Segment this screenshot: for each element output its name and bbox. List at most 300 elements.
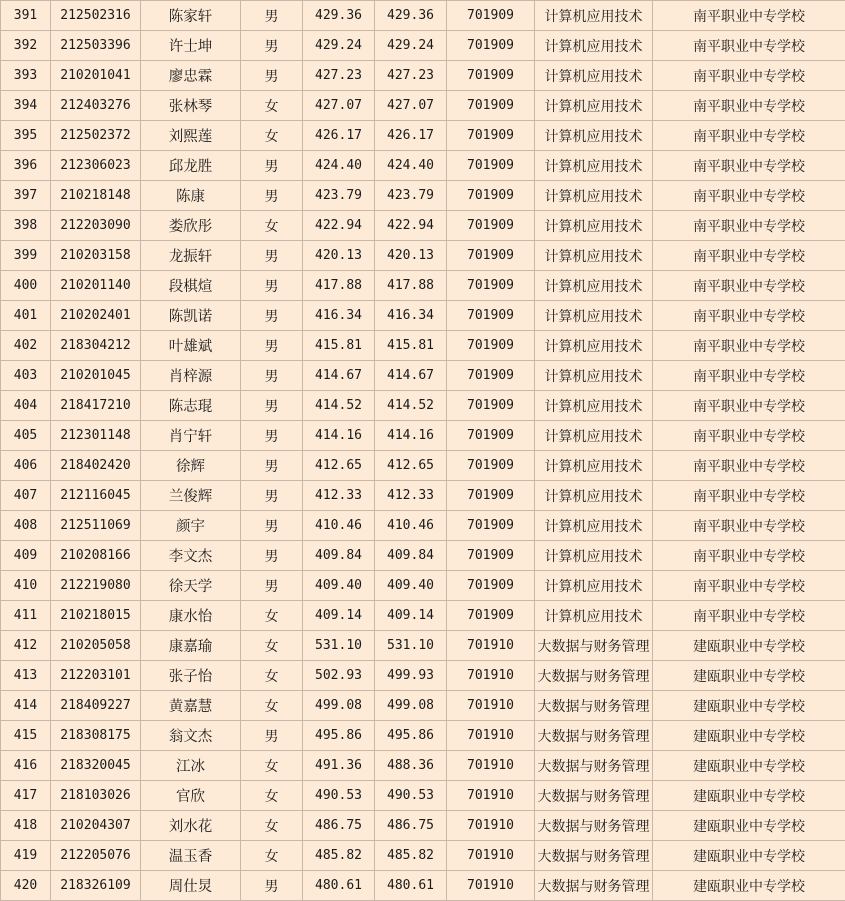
table-row — [1, 1, 845, 31]
gender-cell: 男 — [241, 31, 303, 61]
program-name-cell: 大数据与财务管理 — [535, 871, 653, 901]
gender-cell: 男 — [241, 361, 303, 391]
school-name-cell: 南平职业中专学校 — [653, 541, 845, 571]
total-score-cell: 414.16 — [303, 421, 375, 451]
adjusted-score-cell: 488.36 — [375, 751, 447, 781]
table-row — [1, 451, 845, 481]
program-name-cell: 计算机应用技术 — [535, 121, 653, 151]
total-score-cell: 499.08 — [303, 691, 375, 721]
gender-cell: 女 — [241, 811, 303, 841]
row-index-cell: 410 — [1, 571, 51, 601]
gender-cell: 男 — [241, 301, 303, 331]
student-name-cell: 黄嘉慧 — [141, 691, 241, 721]
total-score-cell: 491.36 — [303, 751, 375, 781]
table-row — [1, 511, 845, 541]
gender-cell: 男 — [241, 271, 303, 301]
row-index-cell: 408 — [1, 511, 51, 541]
program-code-cell: 701909 — [447, 301, 535, 331]
student-name-cell: 周仕炅 — [141, 871, 241, 901]
adjusted-score-cell: 410.46 — [375, 511, 447, 541]
total-score-cell: 415.81 — [303, 331, 375, 361]
exam-id-cell: 218417210 — [51, 391, 141, 421]
school-name-cell: 南平职业中专学校 — [653, 391, 845, 421]
program-name-cell: 大数据与财务管理 — [535, 841, 653, 871]
row-index-cell: 411 — [1, 601, 51, 631]
program-name-cell: 计算机应用技术 — [535, 31, 653, 61]
program-code-cell: 701909 — [447, 571, 535, 601]
exam-id-cell: 210218148 — [51, 181, 141, 211]
total-score-cell: 424.40 — [303, 151, 375, 181]
student-name-cell: 刘熙莲 — [141, 121, 241, 151]
school-name-cell: 南平职业中专学校 — [653, 511, 845, 541]
program-name-cell: 计算机应用技术 — [535, 1, 653, 31]
gender-cell: 男 — [241, 421, 303, 451]
school-name-cell: 南平职业中专学校 — [653, 151, 845, 181]
program-name-cell: 计算机应用技术 — [535, 541, 653, 571]
row-index-cell: 417 — [1, 781, 51, 811]
table-row — [1, 271, 845, 301]
school-name-cell: 建瓯职业中专学校 — [653, 811, 845, 841]
gender-cell: 男 — [241, 151, 303, 181]
program-name-cell: 计算机应用技术 — [535, 481, 653, 511]
total-score-cell: 485.82 — [303, 841, 375, 871]
exam-id-cell: 212219080 — [51, 571, 141, 601]
total-score-cell: 426.17 — [303, 121, 375, 151]
school-name-cell: 南平职业中专学校 — [653, 421, 845, 451]
student-name-cell: 康嘉瑜 — [141, 631, 241, 661]
school-name-cell: 建瓯职业中专学校 — [653, 871, 845, 901]
table-row — [1, 241, 845, 271]
school-name-cell: 南平职业中专学校 — [653, 571, 845, 601]
table-row — [1, 31, 845, 61]
school-name-cell: 南平职业中专学校 — [653, 601, 845, 631]
exam-id-cell: 212306023 — [51, 151, 141, 181]
program-code-cell: 701910 — [447, 781, 535, 811]
exam-id-cell: 210203158 — [51, 241, 141, 271]
exam-id-cell: 210204307 — [51, 811, 141, 841]
total-score-cell: 531.10 — [303, 631, 375, 661]
table-row — [1, 661, 845, 691]
student-name-cell: 张子怡 — [141, 661, 241, 691]
adjusted-score-cell: 429.24 — [375, 31, 447, 61]
student-name-cell: 徐天学 — [141, 571, 241, 601]
gender-cell: 男 — [241, 541, 303, 571]
program-code-cell: 701910 — [447, 721, 535, 751]
school-name-cell: 建瓯职业中专学校 — [653, 691, 845, 721]
table-row — [1, 121, 845, 151]
program-name-cell: 计算机应用技术 — [535, 601, 653, 631]
student-name-cell: 康水怡 — [141, 601, 241, 631]
exam-id-cell: 210201041 — [51, 61, 141, 91]
student-name-cell: 徐辉 — [141, 451, 241, 481]
program-code-cell: 701909 — [447, 511, 535, 541]
gender-cell: 男 — [241, 511, 303, 541]
program-name-cell: 计算机应用技术 — [535, 271, 653, 301]
program-name-cell: 大数据与财务管理 — [535, 721, 653, 751]
adjusted-score-cell: 486.75 — [375, 811, 447, 841]
program-code-cell: 701909 — [447, 1, 535, 31]
school-name-cell: 南平职业中专学校 — [653, 1, 845, 31]
table-row — [1, 91, 845, 121]
program-code-cell: 701910 — [447, 751, 535, 781]
program-name-cell: 大数据与财务管理 — [535, 661, 653, 691]
row-index-cell: 414 — [1, 691, 51, 721]
student-name-cell: 陈志琨 — [141, 391, 241, 421]
total-score-cell: 495.86 — [303, 721, 375, 751]
adjusted-score-cell: 412.65 — [375, 451, 447, 481]
program-code-cell: 701910 — [447, 661, 535, 691]
adjusted-score-cell: 414.16 — [375, 421, 447, 451]
program-code-cell: 701909 — [447, 31, 535, 61]
exam-id-cell: 212301148 — [51, 421, 141, 451]
table-row — [1, 151, 845, 181]
student-name-cell: 陈家轩 — [141, 1, 241, 31]
row-index-cell: 404 — [1, 391, 51, 421]
school-name-cell: 南平职业中专学校 — [653, 241, 845, 271]
exam-id-cell: 210208166 — [51, 541, 141, 571]
program-code-cell: 701909 — [447, 601, 535, 631]
school-name-cell: 南平职业中专学校 — [653, 301, 845, 331]
total-score-cell: 409.40 — [303, 571, 375, 601]
school-name-cell: 南平职业中专学校 — [653, 91, 845, 121]
row-index-cell: 412 — [1, 631, 51, 661]
school-name-cell: 南平职业中专学校 — [653, 451, 845, 481]
gender-cell: 男 — [241, 721, 303, 751]
exam-id-cell: 218326109 — [51, 871, 141, 901]
table-row — [1, 871, 845, 901]
school-name-cell: 南平职业中专学校 — [653, 481, 845, 511]
program-name-cell: 计算机应用技术 — [535, 511, 653, 541]
gender-cell: 男 — [241, 391, 303, 421]
adjusted-score-cell: 409.40 — [375, 571, 447, 601]
total-score-cell: 486.75 — [303, 811, 375, 841]
table-row — [1, 721, 845, 751]
gender-cell: 男 — [241, 451, 303, 481]
program-code-cell: 701909 — [447, 481, 535, 511]
total-score-cell: 427.07 — [303, 91, 375, 121]
table-row — [1, 541, 845, 571]
student-name-cell: 廖忠霖 — [141, 61, 241, 91]
gender-cell: 女 — [241, 211, 303, 241]
gender-cell: 男 — [241, 1, 303, 31]
program-code-cell: 701909 — [447, 241, 535, 271]
row-index-cell: 420 — [1, 871, 51, 901]
program-name-cell: 计算机应用技术 — [535, 451, 653, 481]
total-score-cell: 422.94 — [303, 211, 375, 241]
program-name-cell: 大数据与财务管理 — [535, 781, 653, 811]
adjusted-score-cell: 499.08 — [375, 691, 447, 721]
row-index-cell: 418 — [1, 811, 51, 841]
program-name-cell: 计算机应用技术 — [535, 181, 653, 211]
exam-id-cell: 212403276 — [51, 91, 141, 121]
school-name-cell: 建瓯职业中专学校 — [653, 631, 845, 661]
adjusted-score-cell: 412.33 — [375, 481, 447, 511]
program-name-cell: 计算机应用技术 — [535, 151, 653, 181]
row-index-cell: 395 — [1, 121, 51, 151]
program-code-cell: 701909 — [447, 331, 535, 361]
adjusted-score-cell: 424.40 — [375, 151, 447, 181]
program-code-cell: 701910 — [447, 811, 535, 841]
gender-cell: 女 — [241, 631, 303, 661]
table-row — [1, 211, 845, 241]
gender-cell: 女 — [241, 691, 303, 721]
row-index-cell: 409 — [1, 541, 51, 571]
adjusted-score-cell: 480.61 — [375, 871, 447, 901]
row-index-cell: 407 — [1, 481, 51, 511]
exam-id-cell: 210205058 — [51, 631, 141, 661]
school-name-cell: 南平职业中专学校 — [653, 31, 845, 61]
total-score-cell: 409.14 — [303, 601, 375, 631]
gender-cell: 女 — [241, 751, 303, 781]
row-index-cell: 400 — [1, 271, 51, 301]
row-index-cell: 413 — [1, 661, 51, 691]
gender-cell: 女 — [241, 121, 303, 151]
adjusted-score-cell: 414.67 — [375, 361, 447, 391]
adjusted-score-cell: 429.36 — [375, 1, 447, 31]
program-name-cell: 大数据与财务管理 — [535, 631, 653, 661]
school-name-cell: 建瓯职业中专学校 — [653, 661, 845, 691]
total-score-cell: 429.36 — [303, 1, 375, 31]
table-row — [1, 571, 845, 601]
row-index-cell: 392 — [1, 31, 51, 61]
program-name-cell: 计算机应用技术 — [535, 331, 653, 361]
row-index-cell: 403 — [1, 361, 51, 391]
row-index-cell: 393 — [1, 61, 51, 91]
adjusted-score-cell: 414.52 — [375, 391, 447, 421]
school-name-cell: 南平职业中专学校 — [653, 181, 845, 211]
row-index-cell: 401 — [1, 301, 51, 331]
program-code-cell: 701910 — [447, 871, 535, 901]
adjusted-score-cell: 423.79 — [375, 181, 447, 211]
program-code-cell: 701909 — [447, 541, 535, 571]
table-row — [1, 181, 845, 211]
program-code-cell: 701909 — [447, 421, 535, 451]
table-row — [1, 331, 845, 361]
student-name-cell: 肖宁轩 — [141, 421, 241, 451]
exam-id-cell: 212116045 — [51, 481, 141, 511]
exam-id-cell: 210202401 — [51, 301, 141, 331]
school-name-cell: 南平职业中专学校 — [653, 271, 845, 301]
row-index-cell: 419 — [1, 841, 51, 871]
program-code-cell: 701909 — [447, 121, 535, 151]
program-code-cell: 701909 — [447, 91, 535, 121]
exam-id-cell: 212203101 — [51, 661, 141, 691]
student-name-cell: 官欣 — [141, 781, 241, 811]
row-index-cell: 406 — [1, 451, 51, 481]
table-row — [1, 481, 845, 511]
adjusted-score-cell: 420.13 — [375, 241, 447, 271]
gender-cell: 男 — [241, 571, 303, 601]
school-name-cell: 南平职业中专学校 — [653, 331, 845, 361]
exam-id-cell: 218409227 — [51, 691, 141, 721]
program-name-cell: 计算机应用技术 — [535, 61, 653, 91]
student-name-cell: 段棋煊 — [141, 271, 241, 301]
student-name-cell: 娄欣彤 — [141, 211, 241, 241]
program-code-cell: 701909 — [447, 211, 535, 241]
program-code-cell: 701910 — [447, 691, 535, 721]
program-code-cell: 701909 — [447, 61, 535, 91]
total-score-cell: 490.53 — [303, 781, 375, 811]
program-name-cell: 大数据与财务管理 — [535, 811, 653, 841]
program-code-cell: 701910 — [447, 841, 535, 871]
school-name-cell: 建瓯职业中专学校 — [653, 781, 845, 811]
adjusted-score-cell: 416.34 — [375, 301, 447, 331]
student-name-cell: 邱龙胜 — [141, 151, 241, 181]
table-row — [1, 301, 845, 331]
table-body — [1, 1, 845, 901]
total-score-cell: 429.24 — [303, 31, 375, 61]
exam-id-cell: 212511069 — [51, 511, 141, 541]
row-index-cell: 399 — [1, 241, 51, 271]
program-name-cell: 计算机应用技术 — [535, 571, 653, 601]
school-name-cell: 建瓯职业中专学校 — [653, 841, 845, 871]
program-code-cell: 701909 — [447, 181, 535, 211]
gender-cell: 男 — [241, 241, 303, 271]
adjusted-score-cell: 531.10 — [375, 631, 447, 661]
total-score-cell: 410.46 — [303, 511, 375, 541]
program-name-cell: 计算机应用技术 — [535, 361, 653, 391]
adjusted-score-cell: 490.53 — [375, 781, 447, 811]
student-name-cell: 肖梓源 — [141, 361, 241, 391]
row-index-cell: 391 — [1, 1, 51, 31]
table-row — [1, 841, 845, 871]
row-index-cell: 402 — [1, 331, 51, 361]
program-name-cell: 计算机应用技术 — [535, 301, 653, 331]
adjusted-score-cell: 415.81 — [375, 331, 447, 361]
exam-id-cell: 210218015 — [51, 601, 141, 631]
adjusted-score-cell: 417.88 — [375, 271, 447, 301]
student-name-cell: 张林琴 — [141, 91, 241, 121]
total-score-cell: 427.23 — [303, 61, 375, 91]
table-row — [1, 601, 845, 631]
adjusted-score-cell: 427.23 — [375, 61, 447, 91]
adjusted-score-cell: 495.86 — [375, 721, 447, 751]
gender-cell: 男 — [241, 481, 303, 511]
total-score-cell: 502.93 — [303, 661, 375, 691]
row-index-cell: 396 — [1, 151, 51, 181]
total-score-cell: 414.52 — [303, 391, 375, 421]
program-code-cell: 701909 — [447, 151, 535, 181]
table-row — [1, 781, 845, 811]
total-score-cell: 409.84 — [303, 541, 375, 571]
total-score-cell: 416.34 — [303, 301, 375, 331]
total-score-cell: 480.61 — [303, 871, 375, 901]
student-name-cell: 龙振轩 — [141, 241, 241, 271]
table-row — [1, 691, 845, 721]
row-index-cell: 398 — [1, 211, 51, 241]
table-row — [1, 811, 845, 841]
row-index-cell: 405 — [1, 421, 51, 451]
program-code-cell: 701909 — [447, 361, 535, 391]
program-code-cell: 701909 — [447, 271, 535, 301]
adjusted-score-cell: 485.82 — [375, 841, 447, 871]
school-name-cell: 建瓯职业中专学校 — [653, 751, 845, 781]
gender-cell: 女 — [241, 781, 303, 811]
table-row — [1, 61, 845, 91]
student-name-cell: 温玉香 — [141, 841, 241, 871]
gender-cell: 男 — [241, 61, 303, 91]
exam-id-cell: 212203090 — [51, 211, 141, 241]
student-name-cell: 叶雄斌 — [141, 331, 241, 361]
row-index-cell: 415 — [1, 721, 51, 751]
adjusted-score-cell: 409.14 — [375, 601, 447, 631]
exam-id-cell: 212205076 — [51, 841, 141, 871]
exam-id-cell: 218320045 — [51, 751, 141, 781]
total-score-cell: 414.67 — [303, 361, 375, 391]
program-name-cell: 计算机应用技术 — [535, 391, 653, 421]
gender-cell: 女 — [241, 841, 303, 871]
gender-cell: 女 — [241, 91, 303, 121]
school-name-cell: 南平职业中专学校 — [653, 61, 845, 91]
gender-cell: 女 — [241, 601, 303, 631]
gender-cell: 女 — [241, 661, 303, 691]
row-index-cell: 416 — [1, 751, 51, 781]
program-code-cell: 701910 — [447, 631, 535, 661]
adjusted-score-cell: 409.84 — [375, 541, 447, 571]
student-name-cell: 刘水花 — [141, 811, 241, 841]
school-name-cell: 南平职业中专学校 — [653, 361, 845, 391]
school-name-cell: 南平职业中专学校 — [653, 121, 845, 151]
exam-id-cell: 218402420 — [51, 451, 141, 481]
table-row — [1, 421, 845, 451]
student-name-cell: 兰俊辉 — [141, 481, 241, 511]
student-name-cell: 江冰 — [141, 751, 241, 781]
table-row — [1, 391, 845, 421]
student-name-cell: 颜宇 — [141, 511, 241, 541]
adjusted-score-cell: 499.93 — [375, 661, 447, 691]
school-name-cell: 南平职业中专学校 — [653, 211, 845, 241]
gender-cell: 男 — [241, 181, 303, 211]
row-index-cell: 397 — [1, 181, 51, 211]
total-score-cell: 417.88 — [303, 271, 375, 301]
total-score-cell: 412.33 — [303, 481, 375, 511]
adjusted-score-cell: 426.17 — [375, 121, 447, 151]
gender-cell: 男 — [241, 871, 303, 901]
adjusted-score-cell: 427.07 — [375, 91, 447, 121]
table-row — [1, 751, 845, 781]
exam-id-cell: 212503396 — [51, 31, 141, 61]
total-score-cell: 420.13 — [303, 241, 375, 271]
total-score-cell: 412.65 — [303, 451, 375, 481]
table-row — [1, 631, 845, 661]
student-name-cell: 李文杰 — [141, 541, 241, 571]
student-name-cell: 陈凯诺 — [141, 301, 241, 331]
program-name-cell: 大数据与财务管理 — [535, 691, 653, 721]
student-name-cell: 许士坤 — [141, 31, 241, 61]
exam-id-cell: 218308175 — [51, 721, 141, 751]
exam-id-cell: 212502316 — [51, 1, 141, 31]
exam-id-cell: 218304212 — [51, 331, 141, 361]
student-name-cell: 翁文杰 — [141, 721, 241, 751]
exam-id-cell: 210201045 — [51, 361, 141, 391]
school-name-cell: 建瓯职业中专学校 — [653, 721, 845, 751]
exam-id-cell: 218103026 — [51, 781, 141, 811]
program-name-cell: 计算机应用技术 — [535, 421, 653, 451]
program-name-cell: 计算机应用技术 — [535, 91, 653, 121]
row-index-cell: 394 — [1, 91, 51, 121]
adjusted-score-cell: 422.94 — [375, 211, 447, 241]
program-name-cell: 大数据与财务管理 — [535, 751, 653, 781]
table-row — [1, 361, 845, 391]
exam-id-cell: 210201140 — [51, 271, 141, 301]
program-code-cell: 701909 — [447, 391, 535, 421]
student-name-cell: 陈康 — [141, 181, 241, 211]
total-score-cell: 423.79 — [303, 181, 375, 211]
gender-cell: 男 — [241, 331, 303, 361]
program-code-cell: 701909 — [447, 451, 535, 481]
exam-id-cell: 212502372 — [51, 121, 141, 151]
program-name-cell: 计算机应用技术 — [535, 241, 653, 271]
